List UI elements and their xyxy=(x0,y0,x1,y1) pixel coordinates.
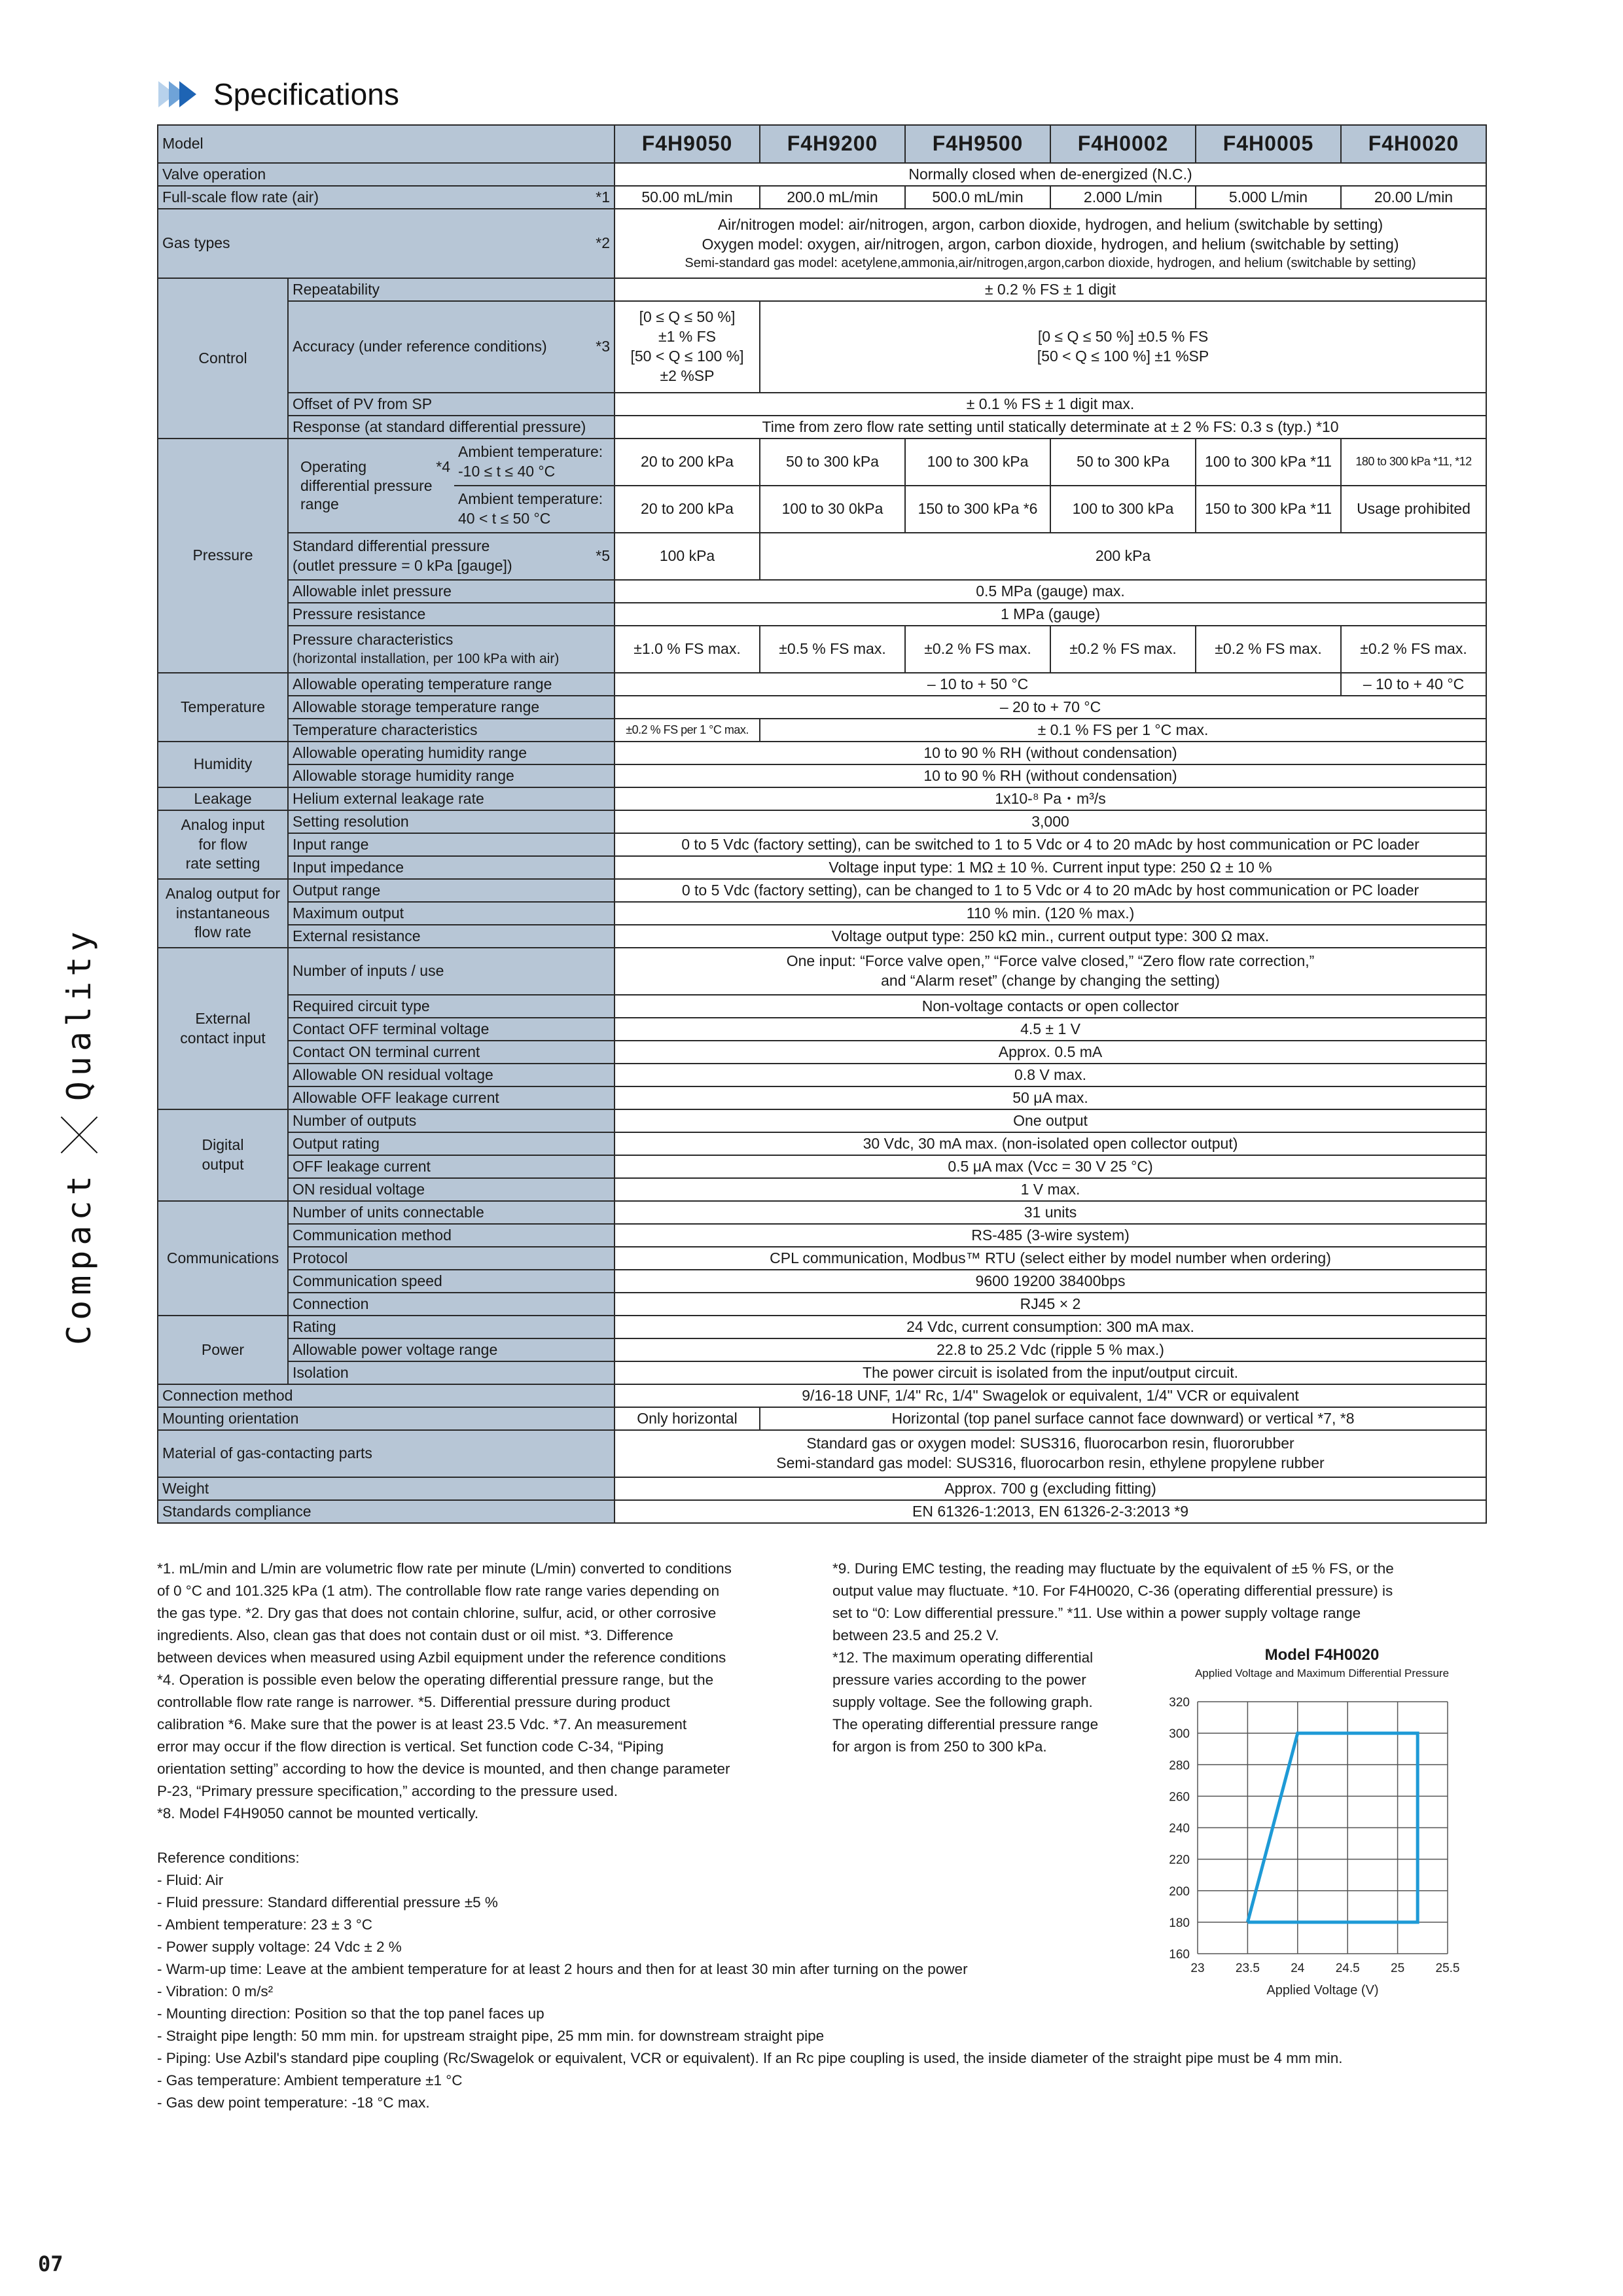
note-line: - Warm-up time: Leave at the ambient temperature for at least 2 hours and then for at least 30 min after turning on the power xyxy=(157,1961,968,1977)
chart-tick-label: 240 xyxy=(1169,1821,1190,1836)
row-value: 0.8 V max. xyxy=(615,1064,1486,1086)
row-label: Input impedance xyxy=(288,856,615,879)
group-temperature: Temperature xyxy=(158,673,288,742)
row-label: Standards compliance xyxy=(158,1500,615,1523)
table-row xyxy=(158,580,1486,603)
table-row xyxy=(158,1500,1486,1523)
row-label: Temperature characteristics xyxy=(288,719,615,742)
row-label: Allowable power voltage range xyxy=(288,1338,615,1361)
table-row xyxy=(158,1270,1486,1293)
table-row xyxy=(158,1155,1486,1178)
row-label: Communication method xyxy=(288,1224,615,1247)
row-value: ±0.2 % FS max. xyxy=(1196,626,1341,673)
row-label: Helium external leakage rate xyxy=(288,787,615,810)
chart-tick-label: 200 xyxy=(1169,1884,1190,1899)
row-label: Repeatability xyxy=(288,278,615,301)
note-line: output value may fluctuate. *10. For F4H0020, C-36 (operating differential pressure) is xyxy=(832,1583,1393,1599)
row-label: Accuracy (under reference conditions) *3 xyxy=(288,301,615,393)
row-label: Number of units connectable xyxy=(288,1201,615,1224)
group-communications: Communications xyxy=(158,1201,288,1316)
row-label: OFF leakage current xyxy=(288,1155,615,1178)
chart-tick-label: 23 xyxy=(1190,1962,1205,1975)
row-value: 20.00 L/min xyxy=(1341,186,1486,209)
row-label: Allowable OFF leakage current xyxy=(288,1086,615,1109)
chart-x-axis-label: Applied Voltage (V) xyxy=(1266,1983,1379,1998)
table-row xyxy=(158,1132,1486,1155)
row-label: External resistance xyxy=(288,925,615,948)
table-row xyxy=(158,742,1486,764)
row-value: 9/16-18 UNF, 1/4" Rc, 1/4" Swagelok or equivalent, 1/4" VCR or equivalent xyxy=(615,1384,1486,1407)
page-number: 07 xyxy=(38,2251,63,2276)
row-value: ±1.0 % FS max. xyxy=(615,626,760,673)
row-value: 200 kPa xyxy=(760,533,1486,580)
row-value: ±0.2 % FS max. xyxy=(905,626,1050,673)
note-line: *12. The maximum operating differential xyxy=(832,1649,1094,1666)
note-line: supply voltage. See the following graph. xyxy=(832,1694,1093,1710)
row-label: Ambient temperature: -10 ≤ t ≤ 40 °C xyxy=(454,439,615,486)
table-row xyxy=(158,1293,1486,1316)
table-row xyxy=(158,393,1486,416)
chart-tick-label: 23.5 xyxy=(1235,1962,1260,1975)
note-line: calibration *6. Make sure that the power is at least 23.5 Vdc. *7. An measurement xyxy=(157,1716,687,1732)
cross-icon xyxy=(56,1113,102,1158)
row-value: 110 % min. (120 % max.) xyxy=(615,902,1486,925)
note-line: of 0 °C and 101.325 kPa (1 atm). The controllable flow rate range varies depending on xyxy=(157,1583,720,1599)
row-value: 1 MPa (gauge) xyxy=(615,603,1486,626)
table-row xyxy=(158,1109,1486,1132)
note-line: The operating differential pressure range xyxy=(832,1716,1099,1732)
row-value: 180 to 300 kPa *11, *12 xyxy=(1341,439,1486,486)
row-value: One input: “Force valve open,” “Force valve closed,” “Zero flow rate correction,” and “Alarm reset” (change by changing the setting) xyxy=(615,948,1486,995)
row-label: Allowable operating humidity range xyxy=(288,742,615,764)
note-line: controllable flow rate range is narrower. *5. Differential pressure during product xyxy=(157,1694,670,1710)
table-row xyxy=(158,1064,1486,1086)
row-value: Approx. 0.5 mA xyxy=(615,1041,1486,1064)
table-row xyxy=(158,278,1486,301)
note-line: P-23, “Primary pressure specification,” according to the pressure used. xyxy=(157,1783,618,1799)
model-header: F4H0020 xyxy=(1341,125,1486,163)
row-label: Communication speed xyxy=(288,1270,615,1293)
table-row xyxy=(158,719,1486,742)
table-row xyxy=(158,1201,1486,1224)
group-control: Control xyxy=(158,278,288,439)
row-label: Pressure characteristics (horizontal installation, per 100 kPa with air) xyxy=(288,626,615,673)
row-value: ±0.2 % FS max. xyxy=(1050,626,1196,673)
model-header: F4H9200 xyxy=(760,125,905,163)
note-line: - Straight pipe length: 50 mm min. for upstream straight pipe, 25 mm min. for downstream straight pipe xyxy=(157,2028,825,2044)
row-value: 100 to 300 kPa xyxy=(1050,486,1196,533)
table-row xyxy=(158,1430,1486,1477)
row-label: Offset of PV from SP xyxy=(288,393,615,416)
row-value: ±0.2 % FS max. xyxy=(1341,626,1486,673)
table-row xyxy=(158,1086,1486,1109)
row-value: RJ45 × 2 xyxy=(615,1293,1486,1316)
chevron-arrows-icon xyxy=(158,81,190,107)
row-value: – 10 to + 50 °C xyxy=(615,673,1341,696)
row-label: Maximum output xyxy=(288,902,615,925)
row-value: 5.000 L/min xyxy=(1196,186,1341,209)
row-label: Operating differential pressure range *4 xyxy=(288,439,454,533)
table-row xyxy=(158,1041,1486,1064)
row-value: 100 to 300 kPa xyxy=(905,439,1050,486)
table-row xyxy=(158,603,1486,626)
row-value: 20 to 200 kPa xyxy=(615,439,760,486)
row-value: Standard gas or oxygen model: SUS316, fluorocarbon resin, fluororubber Semi-standard gas model: SUS316, fluorocarbon resin, ethylene propylene rubber xyxy=(615,1430,1486,1477)
note-line: for argon is from 250 to 300 kPa. xyxy=(832,1738,1047,1755)
side-label xyxy=(56,927,102,1345)
row-value: 10 to 90 % RH (without condensation) xyxy=(615,764,1486,787)
table-row xyxy=(158,1361,1486,1384)
row-value: 0 to 5 Vdc (factory setting), can be changed to 1 to 5 Vdc or 4 to 20 mAdc by host communication or PC loader xyxy=(615,879,1486,902)
row-value: CPL communication, Modbus™ RTU (select either by model number when ordering) xyxy=(615,1247,1486,1270)
note-line: - Piping: Use Azbil's standard pipe coupling (Rc/Swagelok or equivalent, VCR or equivalent). If an Rc pipe coupling is used, the inside diameter of the straight pipe must be 4 mm min. xyxy=(157,2050,1343,2066)
row-label: Allowable storage humidity range xyxy=(288,764,615,787)
row-label: Allowable operating temperature range xyxy=(288,673,615,696)
row-value: ± 0.1 % FS ± 1 digit max. xyxy=(615,393,1486,416)
footnotes-right xyxy=(832,1558,1493,1647)
chart-tick-label: 220 xyxy=(1169,1853,1190,1867)
note-line: - Gas temperature: Ambient temperature ±1 °C xyxy=(157,2072,463,2089)
model-header: F4H0005 xyxy=(1196,125,1341,163)
row-value: 0.5 MPa (gauge) max. xyxy=(615,580,1486,603)
row-label: Contact OFF terminal voltage xyxy=(288,1018,615,1041)
row-value: Voltage output type: 250 kΩ min., current output type: 300 Ω max. xyxy=(615,925,1486,948)
row-label: Isolation xyxy=(288,1361,615,1384)
note-line: - Ambient temperature: 23 ± 3 °C xyxy=(157,1916,372,1933)
table-row xyxy=(158,1018,1486,1041)
row-value: 100 to 300 kPa *11 xyxy=(1196,439,1341,486)
chart-plot xyxy=(1158,1646,1499,2000)
chart-tick-label: 160 xyxy=(1169,1948,1190,1962)
row-label: Gas types *2 xyxy=(158,209,615,278)
row-value: 200.0 mL/min xyxy=(760,186,905,209)
table-row xyxy=(158,810,1486,833)
row-value: 0.5 μA max (Vcc = 30 V 25 °C) xyxy=(615,1155,1486,1178)
note-line: between devices when measured using Azbil equipment under the reference conditions xyxy=(157,1649,726,1666)
row-value: 1x10-⁸ Pa・m³/s xyxy=(615,787,1486,810)
row-label: Allowable ON residual voltage xyxy=(288,1064,615,1086)
model-header: F4H9050 xyxy=(615,125,760,163)
row-value: RS-485 (3-wire system) xyxy=(615,1224,1486,1247)
table-row xyxy=(158,1477,1486,1500)
table-row xyxy=(158,416,1486,439)
chart-tick-label: 25.5 xyxy=(1435,1962,1460,1975)
row-label: Allowable storage temperature range xyxy=(288,696,615,719)
model-label: Model xyxy=(158,125,615,163)
note-line: - Mounting direction: Position so that the top panel faces up xyxy=(157,2005,544,2022)
row-value: 2.000 L/min xyxy=(1050,186,1196,209)
note-line: between 23.5 and 25.2 V. xyxy=(832,1627,999,1643)
page-title: Specifications xyxy=(213,77,399,111)
side-label-quality: Quality xyxy=(60,926,98,1102)
table-row xyxy=(158,1316,1486,1338)
footnotes-left xyxy=(157,1558,825,1825)
note-line: *8. Model F4H9050 cannot be mounted vertically. xyxy=(157,1805,479,1821)
table-row xyxy=(158,301,1486,393)
row-value: 150 to 300 kPa *11 xyxy=(1196,486,1341,533)
row-value: 9600 19200 38400bps xyxy=(615,1270,1486,1293)
model-header: F4H0002 xyxy=(1050,125,1196,163)
chart-tick-label: 280 xyxy=(1169,1759,1190,1773)
chart-title: Model F4H0020 xyxy=(1264,1646,1380,1664)
table-row xyxy=(158,764,1486,787)
row-value: Normally closed when de-energized (N.C.) xyxy=(615,163,1486,186)
section-header xyxy=(158,73,399,115)
row-label: Ambient temperature: 40 < t ≤ 50 °C xyxy=(454,486,615,533)
row-value: Air/nitrogen model: air/nitrogen, argon, carbon dioxide, hydrogen, and helium (switchable by setting) Oxygen model: oxygen, air/nitrogen, argon, carbon dioxide, hydrogen, and helium (switchable by setting) Semi-standard gas model: acetylene,ammonia,air/nitrogen,argon,carbon dioxide, hydrogen, and helium (switchable by setting) xyxy=(615,209,1486,278)
table-row xyxy=(158,1384,1486,1407)
table-row xyxy=(158,186,1486,209)
row-label: Protocol xyxy=(288,1247,615,1270)
side-label-compact: Compact xyxy=(60,1170,98,1345)
table-row xyxy=(158,856,1486,879)
pressure-voltage-chart xyxy=(1158,1646,1499,2000)
row-label: Response (at standard differential pressure) xyxy=(288,416,615,439)
row-value: 100 to 30 0kPa xyxy=(760,486,905,533)
chart-tick-label: 260 xyxy=(1169,1790,1190,1804)
row-value: EN 61326-1:2013, EN 61326-2-3:2013 *9 xyxy=(615,1500,1486,1523)
row-label: Allowable inlet pressure xyxy=(288,580,615,603)
table-row xyxy=(158,163,1486,186)
note-line: *1. mL/min and L/min are volumetric flow rate per minute (L/min) converted to conditions xyxy=(157,1560,732,1577)
table-row xyxy=(158,1224,1486,1247)
row-label: Mounting orientation xyxy=(158,1407,615,1430)
chart-subtitle: Applied Voltage and Maximum Differential Pressure xyxy=(1194,1667,1450,1679)
row-value: Approx. 700 g (excluding fitting) xyxy=(615,1477,1486,1500)
table-row xyxy=(158,1178,1486,1201)
row-value: 500.0 mL/min xyxy=(905,186,1050,209)
row-value: ±0.2 % FS per 1 °C max. xyxy=(615,719,760,742)
row-value: 31 units xyxy=(615,1201,1486,1224)
note-line: - Gas dew point temperature: -18 °C max. xyxy=(157,2094,430,2111)
group-humidity: Humidity xyxy=(158,742,288,787)
table-row xyxy=(158,1247,1486,1270)
table-row xyxy=(158,1338,1486,1361)
row-value: 100 kPa xyxy=(615,533,760,580)
row-label: Standard differential pressure (outlet pressure = 0 kPa [gauge]) *5 xyxy=(288,533,615,580)
row-value: Voltage input type: 1 MΩ ± 10 %. Current input type: 250 Ω ± 10 % xyxy=(615,856,1486,879)
row-label: Full-scale flow rate (air) *1 xyxy=(158,186,615,209)
row-value: ± 0.2 % FS ± 1 digit xyxy=(615,278,1486,301)
chart-tick-label: 25 xyxy=(1391,1962,1405,1975)
group-analog-input: Analog input for flow rate setting xyxy=(158,810,288,879)
table-row xyxy=(158,995,1486,1018)
note-line: the gas type. *2. Dry gas that does not contain chlorine, sulfur, acid, or other corrosive xyxy=(157,1605,717,1621)
row-label: Material of gas-contacting parts xyxy=(158,1430,615,1477)
chart-tick-label: 24 xyxy=(1291,1962,1305,1975)
row-value: 24 Vdc, current consumption: 300 mA max. xyxy=(615,1316,1486,1338)
table-row xyxy=(158,696,1486,719)
row-value: 10 to 90 % RH (without condensation) xyxy=(615,742,1486,764)
note-line: pressure varies according to the power xyxy=(832,1672,1086,1688)
note-line: ingredients. Also, clean gas that does not contain dust or oil mist. *3. Difference xyxy=(157,1627,673,1643)
note-line: orientation setting” according to how the device is mounted, and then change parameter xyxy=(157,1761,730,1777)
footnote-12 xyxy=(832,1647,1153,1758)
row-label: Output range xyxy=(288,879,615,902)
table-row xyxy=(158,948,1486,995)
row-label: Pressure resistance xyxy=(288,603,615,626)
specifications-table xyxy=(157,124,1487,1524)
row-value: One output xyxy=(615,1109,1486,1132)
row-label: Number of inputs / use xyxy=(288,948,615,995)
model-row xyxy=(158,125,1486,163)
table-row xyxy=(158,787,1486,810)
note-line: - Fluid pressure: Standard differential pressure ±5 % xyxy=(157,1894,498,1910)
table-row xyxy=(158,626,1486,673)
chart-tick-label: 320 xyxy=(1169,1696,1190,1710)
table-row xyxy=(158,925,1486,948)
row-value: ±0.5 % FS max. xyxy=(760,626,905,673)
row-value: ± 0.1 % FS per 1 °C max. xyxy=(760,719,1486,742)
row-label: Valve operation xyxy=(158,163,615,186)
row-value: 0 to 5 Vdc (factory setting), can be switched to 1 to 5 Vdc or 4 to 20 mAdc by host communication or PC loader xyxy=(615,833,1486,856)
group-analog-output: Analog output for instantaneous flow rate xyxy=(158,879,288,948)
row-label: Setting resolution xyxy=(288,810,615,833)
row-value: Time from zero flow rate setting until statically determinate at ± 2 % FS: 0.3 s (typ.) *10 xyxy=(615,416,1486,439)
note-line: *9. During EMC testing, the reading may fluctuate by the equivalent of ±5 % FS, or the xyxy=(832,1560,1394,1577)
row-value: 50 to 300 kPa xyxy=(760,439,905,486)
row-label: Output rating xyxy=(288,1132,615,1155)
chart-tick-label: 300 xyxy=(1169,1727,1190,1742)
row-value: Only horizontal xyxy=(615,1407,760,1430)
table-row xyxy=(158,533,1486,580)
row-label: Required circuit type xyxy=(288,995,615,1018)
row-value: 50 to 300 kPa xyxy=(1050,439,1196,486)
note-line: - Power supply voltage: 24 Vdc ± 2 % xyxy=(157,1939,402,1955)
row-label: Connection xyxy=(288,1293,615,1316)
row-label: ON residual voltage xyxy=(288,1178,615,1201)
table-row xyxy=(158,439,1486,486)
note-line: *4. Operation is possible even below the operating differential pressure range, but the xyxy=(157,1672,714,1688)
table-row xyxy=(158,209,1486,278)
note-line: Reference conditions: xyxy=(157,1850,300,1866)
row-label: Connection method xyxy=(158,1384,615,1407)
row-label: Number of outputs xyxy=(288,1109,615,1132)
note-line: - Fluid: Air xyxy=(157,1872,224,1888)
table-row xyxy=(158,1407,1486,1430)
model-header: F4H9500 xyxy=(905,125,1050,163)
row-value: [0 ≤ Q ≤ 50 %] ±0.5 % FS [50 < Q ≤ 100 %] ±1 %SP xyxy=(760,301,1486,393)
group-pressure: Pressure xyxy=(158,439,288,673)
group-digital-output: Digital output xyxy=(158,1109,288,1201)
row-value: 3,000 xyxy=(615,810,1486,833)
row-value: – 10 to + 40 °C xyxy=(1341,673,1486,696)
table-row xyxy=(158,673,1486,696)
group-external-input: External contact input xyxy=(158,948,288,1109)
row-value: 20 to 200 kPa xyxy=(615,486,760,533)
table-row xyxy=(158,902,1486,925)
note-line: error may occur if the flow direction is vertical. Set function code C-34, “Piping xyxy=(157,1738,664,1755)
table-row xyxy=(158,833,1486,856)
row-value: 30 Vdc, 30 mA max. (non-isolated open collector output) xyxy=(615,1132,1486,1155)
row-value: 1 V max. xyxy=(615,1178,1486,1201)
note-line: set to “0: Low differential pressure.” *11. Use within a power supply voltage range xyxy=(832,1605,1361,1621)
row-label: Contact ON terminal current xyxy=(288,1041,615,1064)
row-value: [0 ≤ Q ≤ 50 %] ±1 % FS [50 < Q ≤ 100 %] ±2 %SP xyxy=(615,301,760,393)
row-value: Non-voltage contacts or open collector xyxy=(615,995,1486,1018)
chart-tick-label: 24.5 xyxy=(1335,1962,1360,1975)
row-value: 50.00 mL/min xyxy=(615,186,760,209)
row-label: Input range xyxy=(288,833,615,856)
row-label: Rating xyxy=(288,1316,615,1338)
row-value: Horizontal (top panel surface cannot face downward) or vertical *7, *8 xyxy=(760,1407,1486,1430)
row-label: Weight xyxy=(158,1477,615,1500)
note-line: - Vibration: 0 m/s² xyxy=(157,1983,274,2000)
row-value: 150 to 300 kPa *6 xyxy=(905,486,1050,533)
row-value: 4.5 ± 1 V xyxy=(615,1018,1486,1041)
chart-tick-label: 180 xyxy=(1169,1916,1190,1930)
row-value: Usage prohibited xyxy=(1341,486,1486,533)
group-power: Power xyxy=(158,1316,288,1384)
table-row xyxy=(158,879,1486,902)
group-leakage: Leakage xyxy=(158,787,288,810)
row-value: The power circuit is isolated from the input/output circuit. xyxy=(615,1361,1486,1384)
row-value: – 20 to + 70 °C xyxy=(615,696,1486,719)
row-value: 50 μA max. xyxy=(615,1086,1486,1109)
row-value: 22.8 to 25.2 Vdc (ripple 5 % max.) xyxy=(615,1338,1486,1361)
